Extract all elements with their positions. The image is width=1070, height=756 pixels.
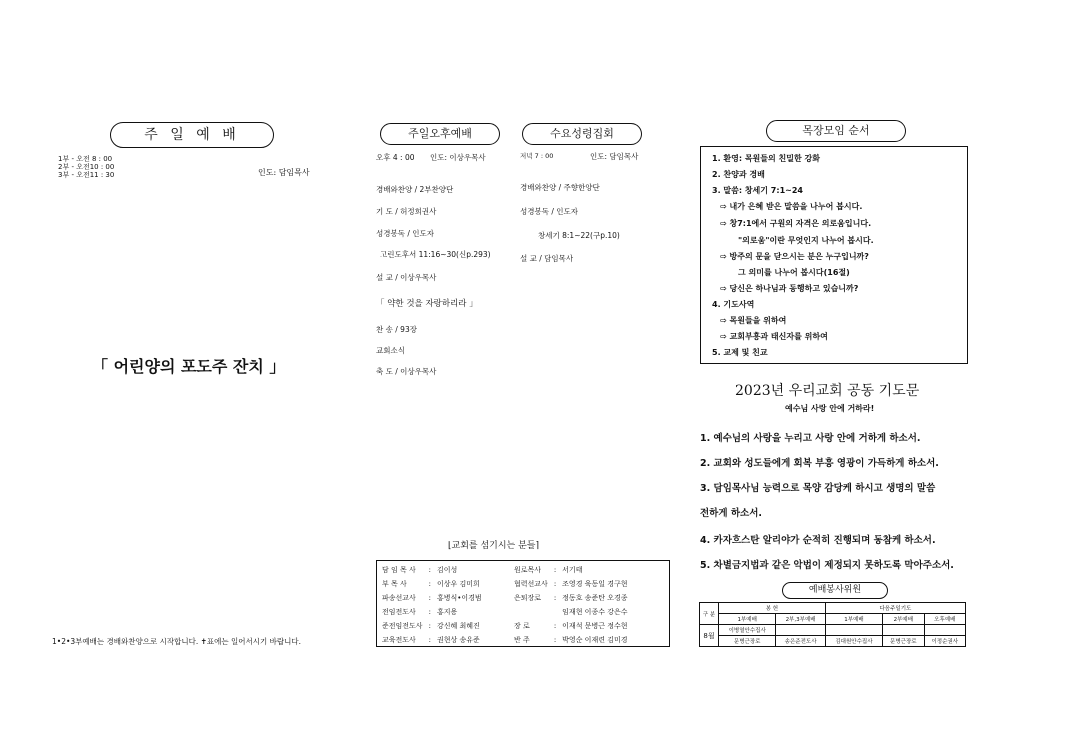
footnote: 1•2•3부예배는 경배와찬양으로 시작합니다. ✝표에는 일어서시기 바랍니다. xyxy=(52,637,301,646)
afternoon-item: 성경봉독 / 인도자 xyxy=(376,229,435,238)
wednesday-item: 창세기 8:1~22(구p.10) xyxy=(538,231,620,240)
table-header: 다음주일기도 xyxy=(825,603,965,614)
cell-item: 1. 환영: 목원들의 친밀한 강화 xyxy=(712,154,820,163)
service-committee-table xyxy=(699,602,966,647)
service-time: 1부 - 오전 8 : 00 xyxy=(58,155,113,163)
sermon-title: 「 어린양의 포도주 잔치 」 xyxy=(92,357,286,376)
staff-role xyxy=(511,605,551,619)
staff-row: 장 로 : 이재석 문병근 정수현 xyxy=(511,619,630,633)
prayer-title: 2023년 우리교회 공동 기도문 xyxy=(735,383,920,399)
staff-row xyxy=(511,605,630,619)
afternoon-item: 찬 송 / 93장 xyxy=(376,325,417,334)
cell-item: 5. 교제 및 친교 xyxy=(712,348,768,357)
afternoon-item: 축 도 / 이상우목사 xyxy=(376,367,437,376)
staff-row: 교육전도사 : 권현상 송유준 xyxy=(379,633,485,647)
staff-role: 담 임 목 사 xyxy=(382,566,416,574)
table-cell: 김대원안수집사 xyxy=(825,636,882,647)
staff-role: 부 목 사 xyxy=(382,580,407,588)
cell-item: ⇨ 목원들을 위하여 xyxy=(720,316,787,325)
cell-item: ⇨ 내가 은혜 받은 말씀을 나누어 봅시다. xyxy=(720,202,863,211)
table-subheader: 1부예배 xyxy=(825,614,882,625)
wednesday-service-title: 수요성령집회 xyxy=(522,123,642,145)
afternoon-time: 오후 4 : 00 xyxy=(376,153,415,162)
staff-role: 교육전도사 xyxy=(382,636,416,644)
cell-item: ⇨ 당신은 하나님과 동행하고 있습니까? xyxy=(720,284,859,293)
staff-name: 이재석 문병근 정수현 xyxy=(562,622,628,630)
staff-role: 원로목사 xyxy=(514,566,542,574)
wednesday-item: 설 교 / 담임목사 xyxy=(520,254,574,263)
service-time: 2부 - 오전10 : 00 xyxy=(58,163,115,171)
prayer-item: 2. 교회와 성도들에게 회복 부흥 영광이 가득하게 하소서. xyxy=(700,458,939,469)
sunday-service-title: 주 일 예 배 xyxy=(110,122,274,148)
sunday-leader: 인도: 담임목사 xyxy=(258,168,310,177)
staff-box xyxy=(376,560,670,647)
staff-name: 임재현 이종수 강은수 xyxy=(562,608,628,616)
staff-row: 파송선교사 : 홍병식•이경범 xyxy=(379,591,485,605)
staff-row: 반 주 : 박영순 이재련 김미경 xyxy=(511,633,630,647)
staff-row: 준전임전도사 : 강신혜 최혜진 xyxy=(379,619,485,633)
cell-item: 2. 찬양과 경배 xyxy=(712,170,765,179)
afternoon-item: 기 도 / 허정희권사 xyxy=(376,207,437,216)
cell-item: 그 의미를 나누어 봅시다(16절) xyxy=(738,268,850,277)
table-cell: 이정순권사 xyxy=(924,636,965,647)
table-cell xyxy=(883,625,924,636)
prayer-item: 5. 차별금지법과 같은 악법이 제정되지 못하도록 막아주소서. xyxy=(700,560,954,571)
table-subheader-row xyxy=(700,614,966,625)
table-cell: 문병근장로 xyxy=(719,636,776,647)
staff-name: 이상우 김미희 xyxy=(436,580,480,588)
staff-row: 전임전도사 : 홍지용 xyxy=(379,605,485,619)
staff-name: 조영경 육동일 경구현 xyxy=(562,580,628,588)
table-cell-month: 8월 xyxy=(700,625,719,647)
afternoon-item: 설 교 / 이상우목사 xyxy=(376,273,437,282)
staff-row: 협력선교사 : 조영경 육동일 경구현 xyxy=(511,577,630,591)
wednesday-time: 저녁 7 : 00 xyxy=(520,152,554,160)
table-subheader: 2부,3부예배 xyxy=(776,614,825,625)
staff-name: 박영순 이재련 김미경 xyxy=(562,636,628,644)
cell-meeting-title: 목장모임 순서 xyxy=(766,120,906,142)
table-subheader: 오후예배 xyxy=(924,614,965,625)
wednesday-item: 경배와찬양 / 주향한양단 xyxy=(520,183,600,192)
staff-name: 정동호 송준탄 오경종 xyxy=(562,594,628,602)
staff-table-left xyxy=(379,563,485,647)
afternoon-service-title: 주일오후예배 xyxy=(380,123,500,145)
table-cell: 송은준전도사 xyxy=(776,636,825,647)
afternoon-item: 「 약한 것을 자랑하리라 」 xyxy=(376,299,478,309)
staff-name: 강신혜 최혜진 xyxy=(436,622,480,630)
service-time: 3부 - 오전11 : 30 xyxy=(58,171,115,179)
cell-item: 3. 말씀: 창세기 7:1~24 xyxy=(712,186,803,195)
cell-item: 4. 기도사역 xyxy=(712,300,755,309)
afternoon-item: 경배와찬양 / 2부찬양단 xyxy=(376,185,454,194)
staff-row: 담 임 목 사 : 김이성 xyxy=(379,563,485,577)
table-cell xyxy=(825,625,882,636)
staff-row: 원로목사 : 서기태 xyxy=(511,563,630,577)
staff-role: 장 로 xyxy=(514,622,530,630)
cell-item: ⇨ 방주의 문을 닫으시는 분은 누구입니까? xyxy=(720,252,869,261)
table-cell: 문병근장로 xyxy=(883,636,924,647)
afternoon-item: 교회소식 xyxy=(376,346,405,355)
staff-row: 은퇴장로 : 정동호 송준탄 오경종 xyxy=(511,591,630,605)
staff-name: 서기태 xyxy=(562,566,583,574)
table-subheader: 2부예배 xyxy=(883,614,924,625)
staff-role: 전임전도사 xyxy=(382,608,416,616)
prayer-item: 3. 담임목사님 능력으로 목양 감당케 하시고 생명의 말씀 xyxy=(700,483,936,494)
staff-role: 파송선교사 xyxy=(382,594,416,602)
wednesday-leader: 인도: 담임목사 xyxy=(590,152,639,161)
afternoon-leader: 인도: 이상우목사 xyxy=(430,153,486,162)
table-row xyxy=(700,625,966,636)
afternoon-item: 고린도후서 11:16~30(신p.293) xyxy=(380,250,491,259)
staff-table-right xyxy=(511,563,630,647)
staff-name: 홍병식•이경범 xyxy=(436,594,482,602)
prayer-item: 1. 예수님의 사랑을 누리고 사랑 안에 거하게 하소서. xyxy=(700,433,921,444)
service-committee-title: 예배봉사위원 xyxy=(782,582,888,599)
prayer-item: 4. 카자흐스탄 알리야가 순적히 진행되며 동참케 하소서. xyxy=(700,535,936,546)
table-row xyxy=(700,636,966,647)
table-subheader: 1부예배 xyxy=(719,614,776,625)
staff-role: 반 주 xyxy=(514,636,530,644)
staff-role: 준전임전도사 xyxy=(382,622,423,630)
table-header: 구 분 xyxy=(700,603,719,625)
table-header: 봉 헌 xyxy=(719,603,826,614)
service-times xyxy=(58,155,114,179)
table-cell: 이병열안수집사 xyxy=(719,625,776,636)
staff-name: 김이성 xyxy=(436,566,458,574)
table-header-row xyxy=(700,603,966,614)
cell-item: ⇨ 교회부흥과 태신자를 위하여 xyxy=(720,332,828,341)
staff-row: 부 목 사 : 이상우 김미희 xyxy=(379,577,485,591)
wednesday-item: 성경봉독 / 인도자 xyxy=(520,207,579,216)
staff-role: 협력선교사 xyxy=(514,580,548,588)
cell-item: "의로움"이란 무엇인지 나누어 봅시다. xyxy=(738,236,874,245)
staff-name: 권현상 송유준 xyxy=(436,636,480,644)
staff-name: 홍지용 xyxy=(436,608,458,616)
prayer-item: 전하게 하소서. xyxy=(700,508,762,519)
visitors-title: ⌊교회를 섬기시는 분들⌉ xyxy=(448,541,539,551)
cell-item: ⇨ 창7:1에서 구원의 자격은 의로움입니다. xyxy=(720,219,872,228)
prayer-subtitle: 예수님 사랑 안에 거하라! xyxy=(785,404,875,413)
table-cell xyxy=(924,625,965,636)
table-cell xyxy=(776,625,825,636)
staff-role: 은퇴장로 xyxy=(514,594,542,602)
